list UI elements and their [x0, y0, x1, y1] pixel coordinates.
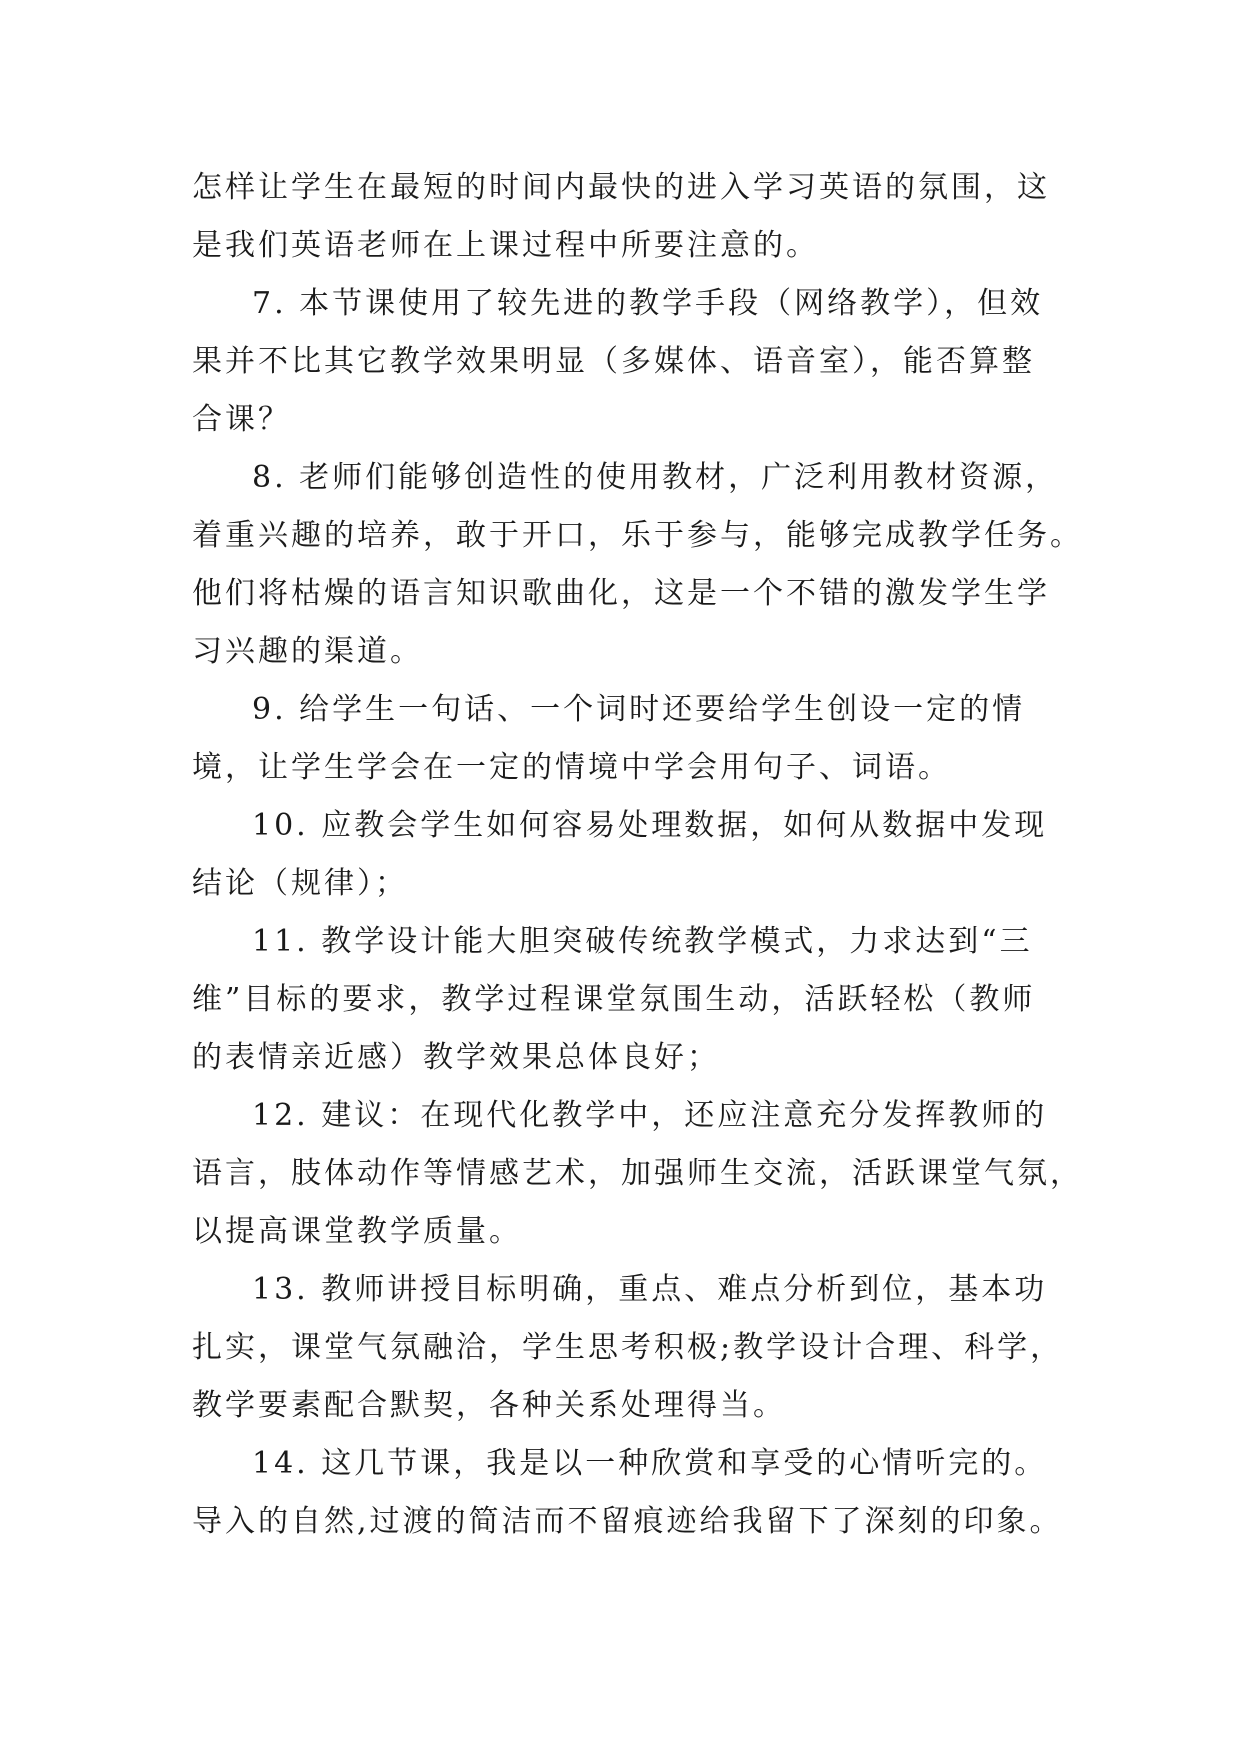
text-line: 语言，肢体动作等情感艺术，加强师生交流，活跃课堂气氛， — [192, 1156, 1083, 1191]
text-line: 12. 建议：在现代化教学中，还应注意充分发挥教师的 — [252, 1098, 1048, 1133]
text-line: 结论（规律）； — [192, 866, 408, 901]
text-line: 他们将枯燥的语言知识歌曲化，这是一个不错的激发学生学 — [192, 576, 1050, 611]
paragraph-intro — [192, 159, 1062, 275]
text-line: 习兴趣的渠道。 — [192, 634, 423, 669]
text-line: 9. 给学生一句话、一个词时还要给学生创设一定的情 — [252, 692, 1026, 727]
paragraph-item-12 — [192, 1087, 1083, 1261]
text-line: 着重兴趣的培养，敢于开口，乐于参与，能够完成教学任务。 — [192, 518, 1083, 553]
text-line: 扎实，课堂气氛融洽，学生思考积极;教学设计合理、科学， — [192, 1330, 1064, 1365]
text-line: 14. 这几节课，我是以一种欣赏和享受的心情听完的。 — [252, 1446, 1048, 1481]
paragraph-item-9 — [192, 681, 1062, 797]
paragraph-item-11 — [192, 913, 1062, 1087]
text-line: 怎样让学生在最短的时间内最快的进入学习英语的氛围，这 — [192, 170, 1050, 205]
text-line: 以提高课堂教学质量。 — [192, 1214, 522, 1249]
text-line: 是我们英语老师在上课过程中所要注意的。 — [192, 228, 819, 263]
paragraph-item-10 — [192, 797, 1062, 913]
text-line: 的表情亲近感）教学效果总体良好； — [192, 1040, 720, 1075]
text-line: 境，让学生学会在一定的情境中学会用句子、词语。 — [192, 750, 951, 785]
text-line: 8. 老师们能够创造性的使用教材，广泛利用教材资源， — [252, 460, 1059, 495]
text-line: 7. 本节课使用了较先进的教学手段（网络教学），但效 — [252, 286, 1044, 321]
text-line: 合课？ — [192, 402, 291, 437]
document-body — [192, 159, 1083, 1551]
text-line: 11. 教学设计能大胆突破传统教学模式，力求达到“三 — [252, 924, 1033, 959]
text-line: 导入的自然,过渡的简洁而不留痕迹给我留下了深刻的印象。 — [192, 1504, 1063, 1539]
paragraph-item-8 — [192, 449, 1083, 681]
text-line: 教学要素配合默契，各种关系处理得当。 — [192, 1388, 786, 1423]
text-line: 果并不比其它教学效果明显（多媒体、语音室），能否算整 — [192, 344, 1035, 379]
text-line: 13. 教师讲授目标明确，重点、难点分析到位，基本功 — [252, 1272, 1048, 1307]
text-line: 维”目标的要求，教学过程课堂氛围生动，活跃轻松（教师 — [192, 982, 1036, 1017]
paragraph-item-13 — [192, 1261, 1062, 1435]
text-line: 10. 应教会学生如何容易处理数据，如何从数据中发现 — [252, 808, 1048, 843]
paragraph-item-14 — [192, 1435, 1062, 1551]
paragraph-item-7 — [192, 275, 1062, 449]
